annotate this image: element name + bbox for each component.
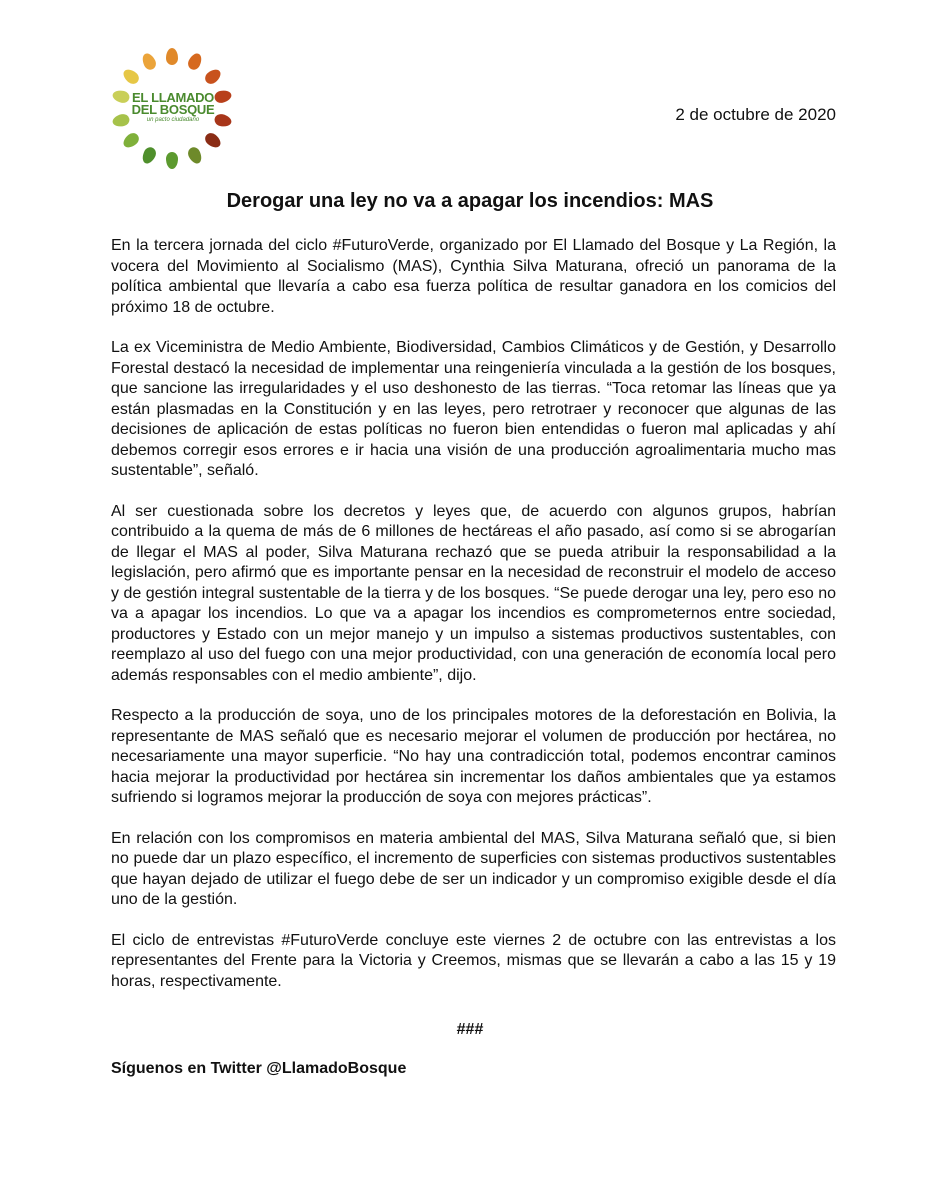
leaf-icon — [202, 66, 223, 86]
end-mark: ### — [456, 1021, 484, 1038]
paragraph-3: Al ser cuestionada sobre los decretos y leyes que, de acuerdo con algunos grupos, habrían contribuido a la quema de más de 6 millones de hectáreas el año pasado, así como si se abrogarían de llegar el MAS al poder, Silva Maturana rechazó que se pueda atribuir la responsabilidad a la legislación, pero afirmó que es importante pensar en la necesidad de reconstruir el modelo de acceso y de gestión integral sustentable de la tierra y de los bosques. “Se puede derogar una ley, pero eso no va a apagar los incendios. Lo que va a apagar los incendios es comprometernos entre sociedad, productores y Estado con un mejor manejo y un impulso a sistemas productivos sustentables, con reemplazo al uso del fuego con una mejor productividad, con una generación de economía local pero además responsables con el medio ambiente”, dijo. — [111, 502, 836, 684]
twitter-handle: Síguenos en Twitter @LlamadoBosque — [111, 1060, 407, 1077]
leaf-icon — [112, 112, 131, 127]
leaf-icon — [121, 66, 142, 86]
leaf-icon — [166, 48, 178, 65]
logo-tagline: un pacto ciudadano — [146, 117, 200, 123]
paragraph-5: En relación con los compromisos en materia ambiental del MAS, Silva Maturana señaló que, si bien no puede dar un plazo específico, el incremento de superficies con sistemas productivos sustentables que hayan dejado de utilizar el fuego debe de ser un indicador y un compromiso exigible desde el día uno de la gestión. — [111, 829, 836, 908]
logo — [110, 50, 235, 170]
leaf-icon — [140, 145, 158, 166]
paragraph-2: La ex Viceministra de Medio Ambiente, Biodiversidad, Cambios Climáticos y de Gestión, y Desarrollo Forestal destacó la necesidad de implementar una reingeniería vinculada a la gestión de los bosques, que sancione las irregularidades y el uso deshonesto de las tierras. “Toca retomar las líneas que ya están plasmadas en la Constitución y en las leyes, pero retrotraer y reconocer que algunas de las decisiones de aplicación de estas políticas no fueron bien entendidas o fueron mal aplicadas y ahí debemos corregir esos errores e ir hacia una visión de una producción agroalimentaria mucho mas sustentable”, señaló. — [111, 339, 836, 479]
article-title: Derogar una ley no va a apagar los incendios: MAS — [226, 190, 714, 212]
paragraph-4: Respecto a la producción de soya, uno de los principales motores de la deforestación en Bolivia, la representante de MAS señaló que es necesario mejorar el volumen de producción por hectárea, no necesariamente una mayor superficie. “No hay una contradicción total, podemos encontrar caminos hacia mejorar la productividad por hectárea sin incrementar los daños ambientales que ya estamos sufriendo si logramos mejorar la producción de soya con mejores prácticas”. — [111, 707, 836, 806]
logo-text — [130, 92, 216, 124]
leaf-icon — [112, 89, 131, 104]
article-body — [111, 236, 836, 1012]
leaf-icon — [140, 51, 158, 72]
leaf-icon — [185, 51, 203, 72]
paragraph-6: El ciclo de entrevistas #FuturoVerde concluye este viernes 2 de octubre con las entrevistas a los representantes del Frente para la Victoria y Creemos, mismas que se llevarán a cabo a las 15 y 19 horas, respectivamente. — [111, 931, 836, 990]
leaf-icon — [185, 145, 203, 166]
paragraph-1: En la tercera jornada del ciclo #FuturoVerde, organizado por El Llamado del Bosque y La Región, la vocera del Movimiento al Socialismo (MAS), Cynthia Silva Maturana, ofreció un panorama de la política ambiental que llevaría a cabo esa fuerza política de resultar ganadora en los comicios del próximo 18 de octubre. — [111, 237, 836, 316]
leaf-icon — [202, 131, 223, 151]
logo-line-1: EL LLAMADO — [132, 90, 214, 105]
logo-line-2: DEL BOSQUE — [131, 102, 215, 117]
leaf-icon — [121, 131, 142, 151]
document-date: 2 de octubre de 2020 — [675, 105, 836, 124]
leaf-icon — [166, 152, 178, 169]
